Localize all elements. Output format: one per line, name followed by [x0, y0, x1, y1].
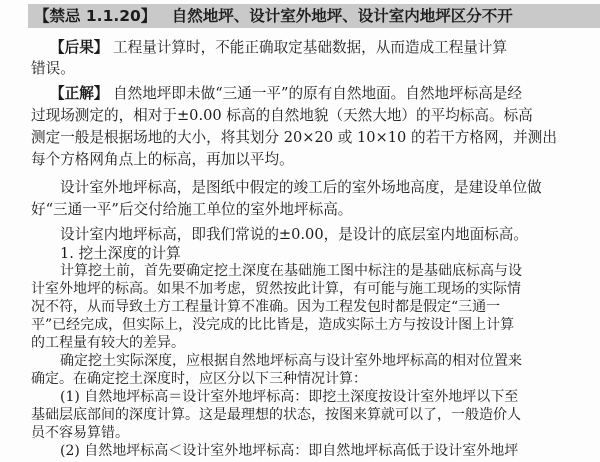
section1-line-8: (1) 自然地坪标高＝设计室外地坪标高：即挖土深度按设计室外地坪以下至	[60, 389, 519, 405]
correction-label: 【正解】	[50, 85, 109, 102]
title-text: 自然地坪、设计室外地坪、设计室内地坪区分不开	[171, 7, 513, 25]
section1-line-4: 平”已经完成，但实际上，没完成的比比皆是，造成实际土方与按设计图上计算	[31, 317, 515, 333]
section-title-bar	[28, 4, 600, 28]
section1-line-3: 况不符，从而导致土方工程量计算不准确。因为工程发包时都是假定“三通一	[31, 299, 501, 315]
consequence-line-2: 错误。	[31, 60, 75, 77]
consequence-line-1	[50, 38, 595, 58]
section1-line-10: 员不容易算错。	[31, 425, 129, 441]
correction-text-1: 自然地坪即未做“三通一平”的原有自然地面。自然地坪标高是经	[113, 85, 522, 102]
correction-line-5: 设计室外地坪标高，是图纸中假定的竣工后的室外场地高度，是建设单位做	[60, 179, 542, 196]
correction-line-3: 测定一般是根据场地的大小，将其划分 20×20 或 10×10 的若干方格网，并测出	[31, 129, 557, 146]
consequence-text-1: 工程量计算时，不能正确取定基础数据，从而造成工程量计算	[113, 39, 508, 56]
correction-line-6: 好“三通一平”后交付给施工单位的室外地坪标高。	[31, 201, 353, 218]
consequence-label: 【后果】	[50, 39, 109, 56]
correction-line-4: 每个方格网角点上的标高，再加以平均。	[31, 151, 294, 168]
title-code: 【禁忌 1.1.20】	[34, 7, 157, 25]
correction-line-7: 设计室内地坪标高，即我们常说的±0.00，是设计的底层室内地面标高。	[60, 226, 528, 243]
section1-heading: 1. 挖土深度的计算	[60, 245, 181, 262]
correction-line-2: 过现场测定的，相对于±0.00 标高的自然地貌（天然大地）的平均标高。标高	[31, 107, 533, 124]
section1-line-11: (2) 自然地坪标高＜设计室外地坪标高：即自然地坪标高低于设计室外地坪	[60, 443, 519, 459]
section1-line-5: 的工程量有较大的差异。	[31, 335, 185, 351]
correction-line-1	[50, 84, 595, 104]
section1-line-2: 计室外地坪的标高。如果不加考虑，贸然按此计算，有可能与施工现场的实际情	[31, 281, 521, 297]
section1-line-1: 计算挖土前，首先要确定挖土深度在基础施工图中标注的是基础底标高与设	[60, 263, 522, 279]
section1-line-9: 基础层底部间的深度计算。这是最理想的状态，按图来算就可以了，一般造价人	[31, 407, 521, 423]
section1-line-7: 确定。在确定挖土深度时，应区分以下三种情况计算：	[31, 371, 367, 387]
section1-line-6: 确定挖土实际深度，应根据自然地坪标高与设计室外地坪标高的相对位置来	[60, 353, 522, 369]
